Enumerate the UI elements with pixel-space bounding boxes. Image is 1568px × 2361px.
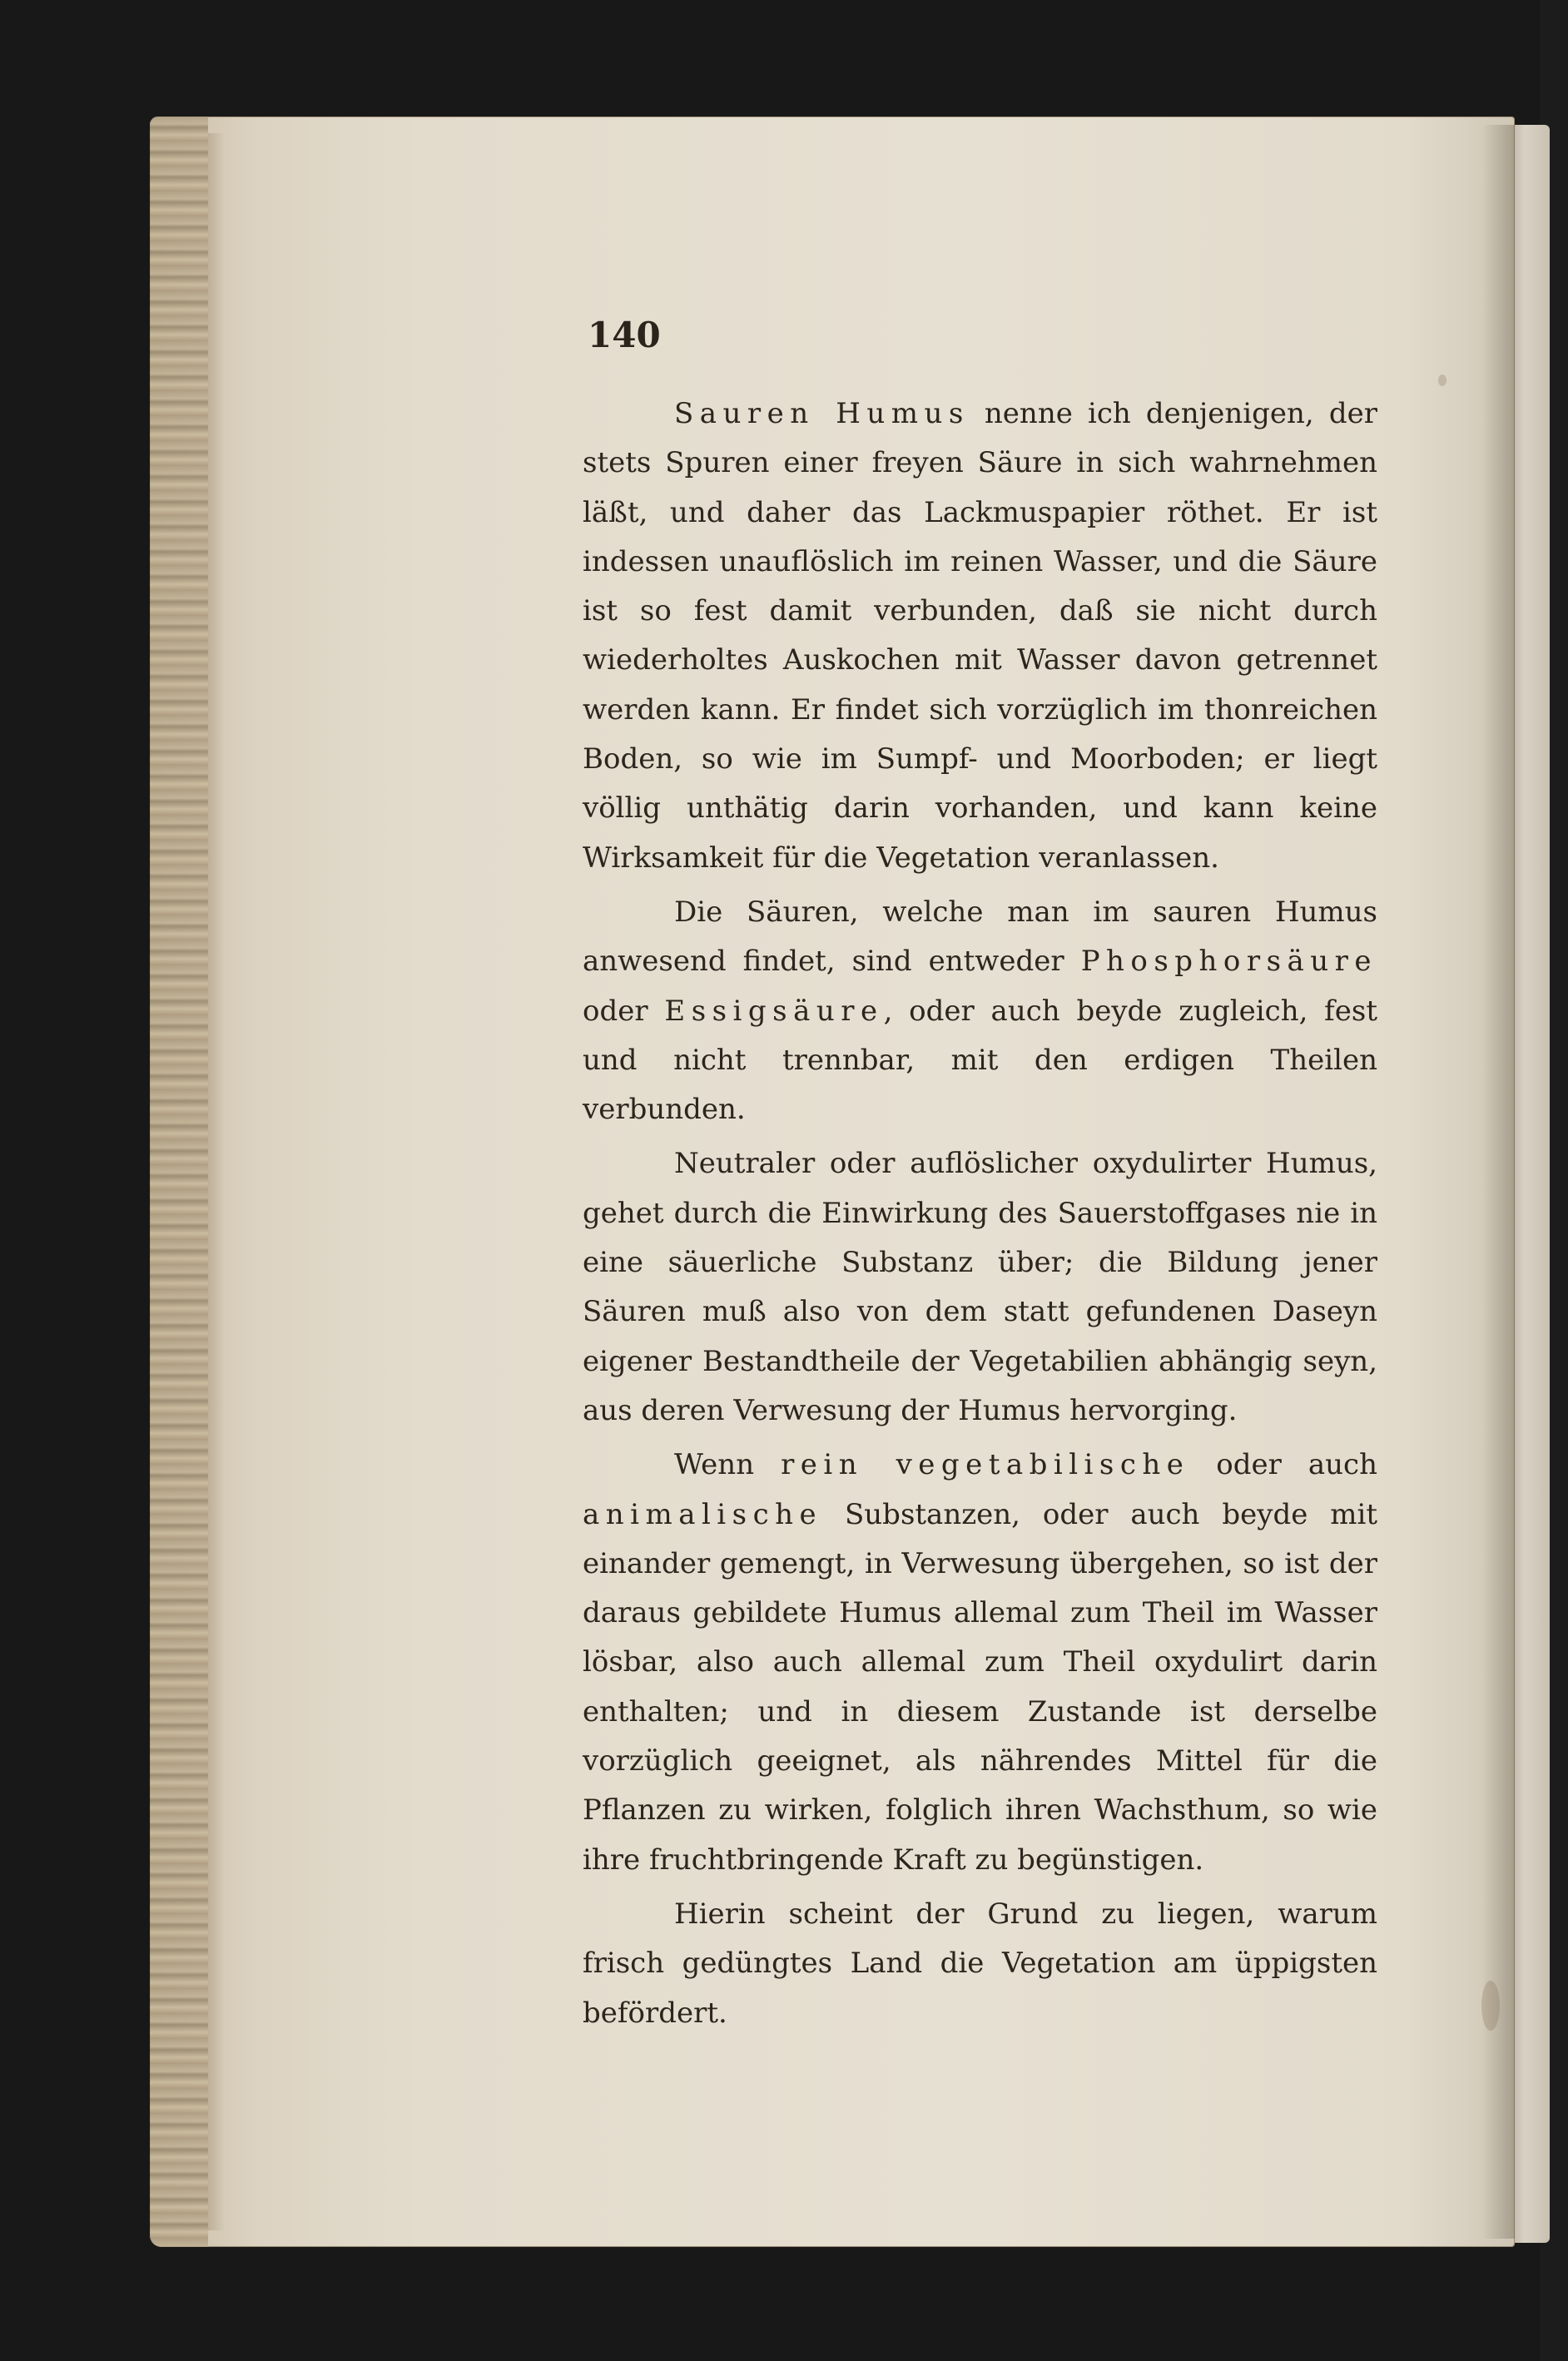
emphasis-term: rein vegetabilische — [781, 1448, 1190, 1482]
paper-stain — [1481, 1981, 1500, 2031]
paragraph-text: Substanzen, oder auch beyde mit einander gemengt, in Verwesung übergehen, so ist der daraus gebildete Humus allemal zum Theil im Wasser lösbar, also auch allemal zum Theil oxydulirt darin enthalten; und in diesem Zustande ist derselbe vorzüglich geeignet, als nährendes Mittel für die Pflanzen zu wirken, folglich ihren Wachsthum, so wie ihre fruchtbringende Kraft zu begünstigen. — [583, 1497, 1377, 1877]
paragraph-text: Die Säuren, welche man im sauren Humus anwesend findet, sind entweder — [583, 895, 1377, 979]
page-number: 140 — [588, 315, 661, 355]
emphasis-term: Essigsäure — [664, 994, 884, 1028]
body-text — [583, 389, 1377, 2043]
paragraph-hierin — [583, 1890, 1377, 2038]
ragged-page-edge — [150, 117, 208, 2247]
emphasis-term: animalische — [583, 1497, 823, 1531]
book-gutter — [1481, 125, 1515, 2239]
paragraph-text: , oder auch beyde zugleich, fest und nicht trennbar, mit den erdigen Theilen verbunden. — [583, 994, 1377, 1127]
paragraph-text: oder auch — [1189, 1448, 1377, 1482]
emphasis-term: Phosphorsäure — [1080, 945, 1377, 979]
paragraph-text: Neutraler oder auflöslicher oxydulirter Humus, gehet durch die Einwirkung des Sauerstoffgases nie in eine säuerliche Substanz über; die Bildung jener Säuren muß also von dem statt gefundenen Daseyn eigener Bestandtheile der Vegetabilien abhängig seyn, aus deren Verwesung der Humus hervorging. — [583, 1147, 1377, 1427]
paragraph-sauren-humus — [583, 389, 1377, 883]
paragraph-neutraler-humus — [583, 1139, 1377, 1436]
paragraph-text: oder — [583, 994, 665, 1028]
paper-stain — [1438, 374, 1446, 386]
paragraph-saeuren — [583, 888, 1377, 1134]
paragraph-text: Wenn — [674, 1448, 782, 1482]
page-edge-shadow — [208, 133, 225, 2230]
paragraph-text: Hierin scheint der Grund zu liegen, warum frisch gedüngtes Land die Vegetation am üppigsten befördert. — [583, 1897, 1377, 2030]
paragraph-verwesung — [583, 1441, 1377, 1885]
paragraph-text: nenne ich denjenigen, der stets Spuren einer freyen Säure in sich wahrnehmen läßt, und daher das Lackmuspapier röthet. Er ist indessen unauflöslich im reinen Wasser, und die Säure ist so fest damit verbunden, daß sie nicht durch wiederholtes Auskochen mit Wasser davon getrennet werden kann. Er findet sich vorzüglich im thonreichen Boden, so wie im Sumpf- und Moorboden; er liegt völlig unthätig darin vorhanden, und kann keine Wirksamkeit für die Vegetation veranlassen. — [583, 397, 1377, 875]
emphasis-term: Sauren Humus — [674, 397, 970, 430]
